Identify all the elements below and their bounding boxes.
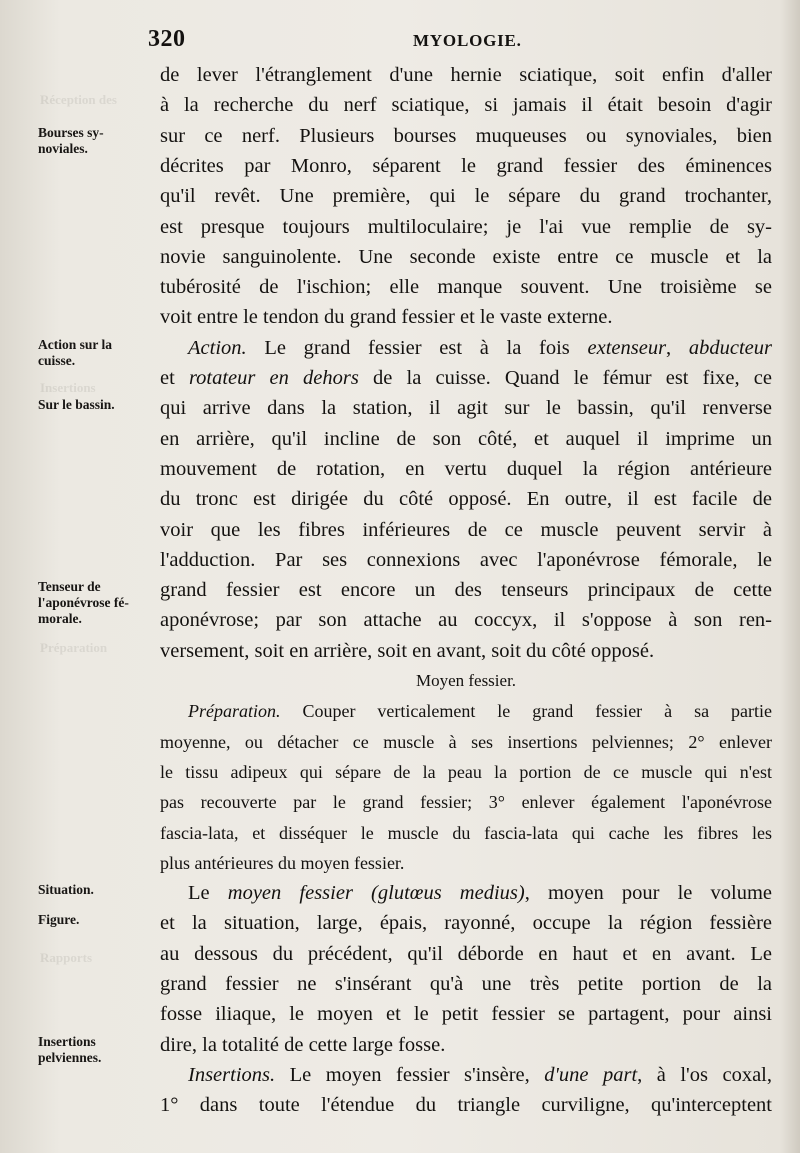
text-segment: et bbox=[160, 367, 189, 389]
text-line bbox=[160, 787, 772, 817]
text-segment: , bbox=[666, 336, 689, 359]
margin-note-line: Tenseur de bbox=[38, 579, 101, 595]
text-line bbox=[160, 969, 772, 999]
text-line bbox=[160, 272, 772, 302]
text-segment: 1° dans toute l'étendue du triangle curviligne, qu'interceptent bbox=[160, 1094, 772, 1117]
text-segment: grand fessier est encore un des tenseurs principaux de cette bbox=[160, 579, 772, 602]
text-segment: en arrière, qu'il incline de son côté, et auquel il imprime un bbox=[160, 427, 772, 450]
margin-note-insertions bbox=[38, 1034, 101, 1066]
text-line bbox=[160, 757, 772, 787]
text-segment: novie sanguinolente. Une seconde existe entre ce muscle et la bbox=[160, 245, 772, 268]
text-line bbox=[160, 484, 772, 514]
text-segment: moyen fessier (glutœus medius) bbox=[227, 882, 525, 905]
text-segment: , moyen pour le volume bbox=[524, 882, 773, 905]
text-line bbox=[160, 212, 772, 242]
text-line bbox=[160, 605, 772, 635]
bleed-through-1: Réception des bbox=[40, 92, 117, 107]
text-segment: Le moyen fessier s'insère, bbox=[275, 1063, 545, 1086]
text-segment: grand fessier ne s'insérant qu'à une très petite portion de la bbox=[160, 973, 772, 995]
text-segment: Insertions. bbox=[188, 1063, 276, 1086]
margin-note-situation bbox=[38, 882, 94, 898]
text-segment: Moyen fessier. bbox=[415, 671, 517, 690]
text-line bbox=[160, 90, 772, 120]
text-line bbox=[160, 848, 772, 878]
text-segment: rotateur en dehors bbox=[188, 367, 359, 389]
text-segment: au dessous du précédent, qu'il déborde en haut et en avant. Le bbox=[160, 942, 772, 965]
text-segment: sur ce nerf. Plusieurs bourses muqueuses ou synoviales, bien bbox=[160, 124, 772, 147]
text-segment: aponévrose; par son attache au coccyx, il s'oppose à son ren- bbox=[160, 609, 772, 632]
text-line bbox=[160, 393, 772, 423]
text-segment: à la recherche du nerf sciatique, si jamais il était besoin d'agir bbox=[160, 94, 772, 117]
text-line bbox=[160, 515, 772, 545]
text-segment: extenseur bbox=[587, 336, 667, 359]
text-line bbox=[160, 575, 772, 605]
text-line bbox=[160, 1060, 772, 1090]
text-line bbox=[160, 1030, 772, 1060]
margin-note-line: morale. bbox=[38, 611, 82, 627]
text-line bbox=[160, 999, 772, 1029]
margin-note-line: Bourses sy- bbox=[38, 124, 104, 140]
margin-note-line: Action sur la bbox=[38, 336, 113, 352]
text-line bbox=[160, 363, 772, 393]
text-segment: Couper verticalement le grand fessier à sa partie bbox=[280, 701, 772, 722]
text-segment: plus antérieures du moyen fessier. bbox=[160, 852, 405, 873]
text-line bbox=[160, 818, 772, 848]
margin-note-action-cuisse bbox=[38, 337, 112, 369]
margin-note-line: cuisse. bbox=[38, 352, 76, 368]
page-header bbox=[148, 26, 768, 56]
bleed-through-2: Insertions bbox=[40, 380, 96, 395]
text-segment: voit entre le tendon du grand fessier et le vaste externe. bbox=[160, 306, 613, 329]
text-segment: est presque toujours multiloculaire; je l'ai vue remplie de sy- bbox=[160, 215, 772, 238]
margin-note-sur-bassin bbox=[38, 397, 115, 413]
text-segment: , à l'os coxal, bbox=[637, 1063, 772, 1086]
text-line bbox=[160, 545, 772, 575]
text-segment: Le bbox=[188, 882, 228, 905]
margin-note-line: pelviennes. bbox=[38, 1049, 102, 1065]
text-segment: décrites par Monro, séparent le grand fessier des éminences bbox=[160, 154, 772, 177]
text-line bbox=[160, 939, 772, 969]
margin-note-line: Situation. bbox=[38, 882, 94, 898]
bleed-through-3: Préparation bbox=[40, 640, 108, 655]
text-line bbox=[160, 60, 772, 90]
text-segment: qu'il revêt. Une première, qui le sépare du grand trochanter, bbox=[160, 185, 772, 208]
text-line bbox=[160, 696, 772, 726]
text-line bbox=[160, 121, 772, 151]
text-segment: mouvement de rotation, en vertu duquel la région antérieure bbox=[160, 457, 772, 480]
text-line bbox=[160, 666, 772, 696]
text-segment: l'adduction. Par ses connexions avec l'aponévrose fémorale, le bbox=[160, 548, 772, 571]
text-segment: le tissu adipeux qui sépare de la peau la portion de ce muscle qui n'est bbox=[160, 761, 772, 782]
text-segment: pas recouverte par le grand fessier; 3° enlever également l'aponévrose bbox=[160, 792, 772, 813]
text-line bbox=[160, 151, 772, 181]
text-line bbox=[160, 181, 772, 211]
text-segment: Le grand fessier est à la fois bbox=[246, 336, 588, 359]
margin-note-tenseur bbox=[38, 579, 129, 627]
text-line bbox=[160, 727, 772, 757]
margin-note-line: Sur le bassin. bbox=[38, 397, 115, 413]
text-line bbox=[160, 908, 772, 938]
text-line bbox=[160, 636, 772, 666]
text-line bbox=[160, 424, 772, 454]
text-segment: qui arrive dans la station, il agit sur le bassin, qu'il renverse bbox=[160, 397, 772, 420]
margin-note-figure bbox=[38, 912, 79, 928]
margin-note-line: Insertions bbox=[38, 1033, 96, 1049]
text-segment: Préparation. bbox=[188, 701, 281, 722]
text-segment: tubérosité de l'ischion; elle manque souvent. Une troisième se bbox=[160, 276, 772, 299]
text-segment: d'une part bbox=[544, 1063, 638, 1086]
text-line bbox=[160, 878, 772, 908]
text-segment: Action. bbox=[188, 336, 247, 359]
margin-note-line: l'aponévrose fé- bbox=[38, 595, 129, 611]
text-line bbox=[160, 333, 772, 363]
text-segment: moyenne, ou détacher ce muscle à ses insertions pelviennes; 2° enlever bbox=[160, 731, 772, 752]
text-segment: de la cuisse. Quand le fémur est fixe, ce bbox=[358, 367, 772, 389]
running-head: MYOLOGIE. bbox=[413, 31, 522, 50]
text-segment: et la situation, large, épais, rayonné, occupe la région fessière bbox=[160, 912, 772, 935]
margin-note-line: Figure. bbox=[38, 912, 80, 928]
text-line bbox=[160, 454, 772, 484]
bleed-through-4: Rapports bbox=[40, 950, 93, 965]
page-number: 320 bbox=[148, 26, 186, 52]
text-segment: voir que les fibres inférieures de ce muscle peuvent servir à bbox=[160, 518, 772, 541]
text-line bbox=[160, 302, 772, 332]
text-segment: du tronc est dirigée du côté opposé. En outre, il est facile de bbox=[160, 488, 772, 511]
margin-note-bourses bbox=[38, 125, 104, 157]
text-segment: de lever l'étranglement d'une hernie sciatique, soit enfin d'aller bbox=[160, 64, 772, 86]
text-line bbox=[160, 1090, 772, 1120]
text-segment: dire, la totalité de cette large fosse. bbox=[160, 1033, 446, 1056]
text-segment: versement, soit en arrière, soit en avant, soit du côté opposé. bbox=[160, 639, 655, 662]
margin-note-line: noviales. bbox=[38, 140, 88, 156]
text-segment: fascia-lata, et disséquer le muscle du fascia-lata qui cache les fibres les bbox=[160, 822, 772, 843]
text-segment: abducteur bbox=[688, 336, 773, 359]
text-line bbox=[160, 242, 772, 272]
text-segment: fosse iliaque, le moyen et le petit fessier se partagent, pour ainsi bbox=[160, 1003, 772, 1026]
